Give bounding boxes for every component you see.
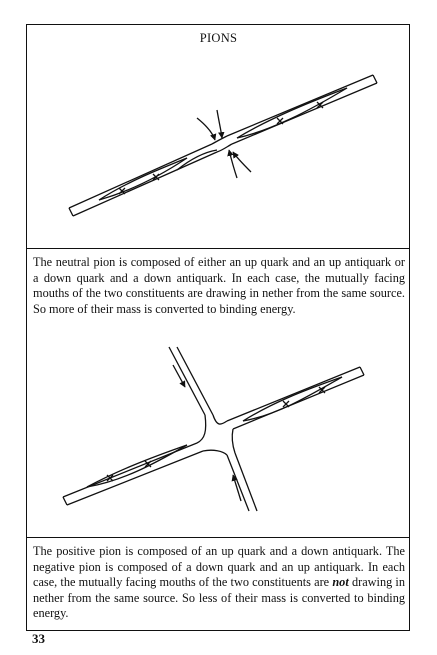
charged-caption-emphasis: not xyxy=(332,575,349,589)
charged-caption-part1: The positive pion is composed of an up quark and a down antiquark. The negative pion is composed of a down quark and an up antiquark. In each case, the mutually facing mouths of the two constituents are xyxy=(33,544,405,589)
divider-top xyxy=(27,248,409,249)
neutral-pion-figure xyxy=(27,60,409,250)
divider-bottom xyxy=(27,537,409,538)
charged-pion-diagram-icon xyxy=(27,335,409,545)
charged-pion-figure xyxy=(27,335,409,545)
charged-caption-part2: drawing in nether from the same source. So less of their mass is converted to binding energy. xyxy=(33,575,406,620)
neutral-pion-caption: The neutral pion is composed of either an up quark and an up antiquark or a down quark and a down antiquark. In each case, the mutually facing mouths of the two constituents are drawing in nether from the same source. So more of their mass is converted to binding energy. xyxy=(33,255,405,316)
charged-pion-caption xyxy=(33,544,405,622)
neutral-pion-diagram-icon xyxy=(27,60,409,250)
page-title: PIONS xyxy=(199,31,238,45)
page-number: 33 xyxy=(32,631,45,646)
